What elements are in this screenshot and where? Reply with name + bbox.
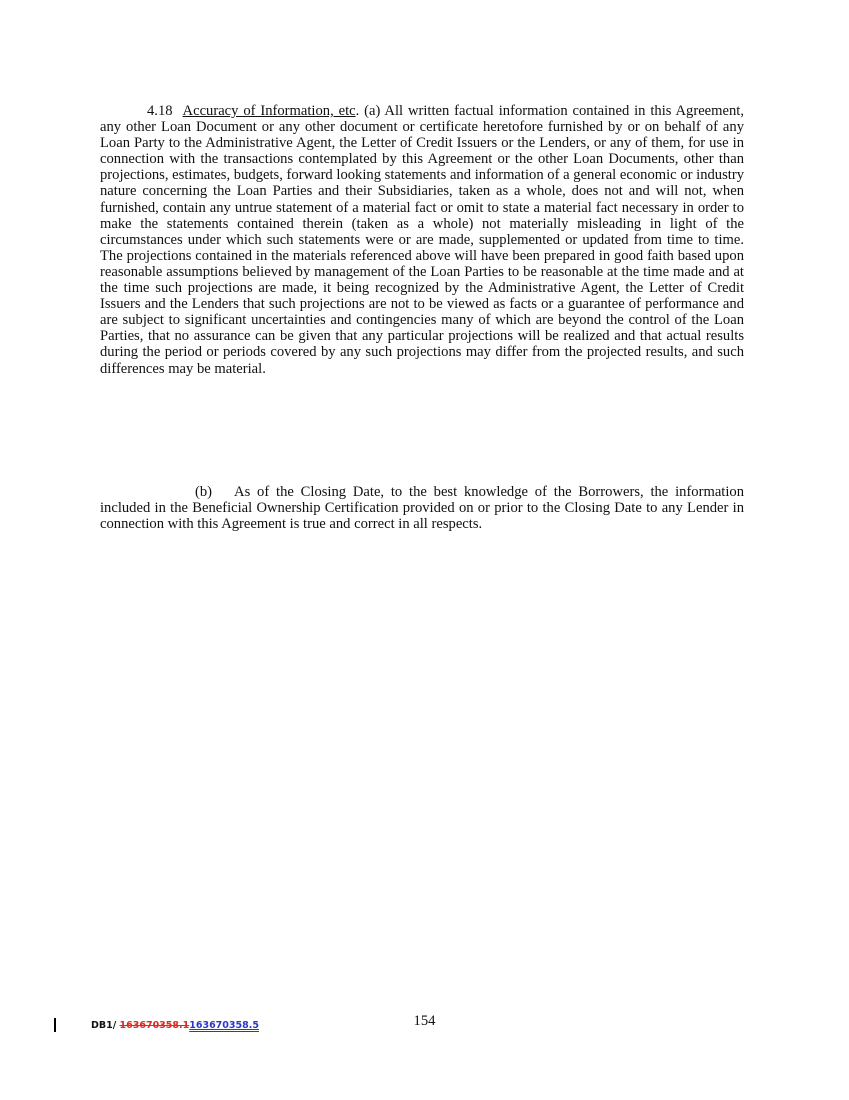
section-4-18-paragraph-a [100,103,744,377]
section-title: Accuracy of Information, etc [182,103,356,119]
page-number: 154 [413,1013,436,1029]
paragraph-a-text: (a) All written factual information contained in this Agreement, any other Loan Document or any other document or certificate heretofore furnished by or on behalf of any Loan Party to the Administrative Agent, the Letter of Credit Issuers or the Lenders, or any of them, for use in connection with the transactions contemplated by this Agreement or the other Loan Documents, other than projections, estimates, budgets, forward looking statements and information of a general economic or industry nature concerning the Loan Parties and their Subsidiaries, taken as a whole, does not and will not, when furnished, contain any untrue statement of a material fact or omit to state a material fact necessary in order to make the statements contained therein (taken as a whole) not materially misleading in light of the circumstances under which such statements were or are made, supplemented or updated from time to time. The projections contained in the materials referenced above will have been prepared in good faith based upon reasonable assumptions believed by management of the Loan Parties to be reasonable at the time made and at the time such projections are made, it being recognized by the Administrative Agent, the Letter of Credit Issuers and the Lenders that such projections are not to be viewed as facts or a guarantee of performance and are subject to significant uncertainties and contingencies many of which are beyond the control of the Loan Parties, that no assurance can be given that any particular projections will be realized and that actual results during the period or periods covered by any such projections may differ from the projected results, and such differences may be material. [100,103,744,377]
section-4-18-paragraph-b [100,484,744,532]
paragraph-b-text: As of the Closing Date, to the best knowledge of the Borrowers, the information included in the Beneficial Ownership Certification provided on or prior to the Closing Date to any Lender in connection with this Agreement is true and correct in all respects. [100,484,744,533]
doc-id-deleted: 163670358.1 [119,1020,190,1031]
doc-id-inserted: 163670358.5 [189,1020,259,1031]
doc-id-prefix: DB1/ [91,1020,120,1031]
paragraph-b-label: (b) [195,484,213,500]
section-number: 4.18 [147,103,173,119]
section-title-suffix: . [355,103,360,119]
